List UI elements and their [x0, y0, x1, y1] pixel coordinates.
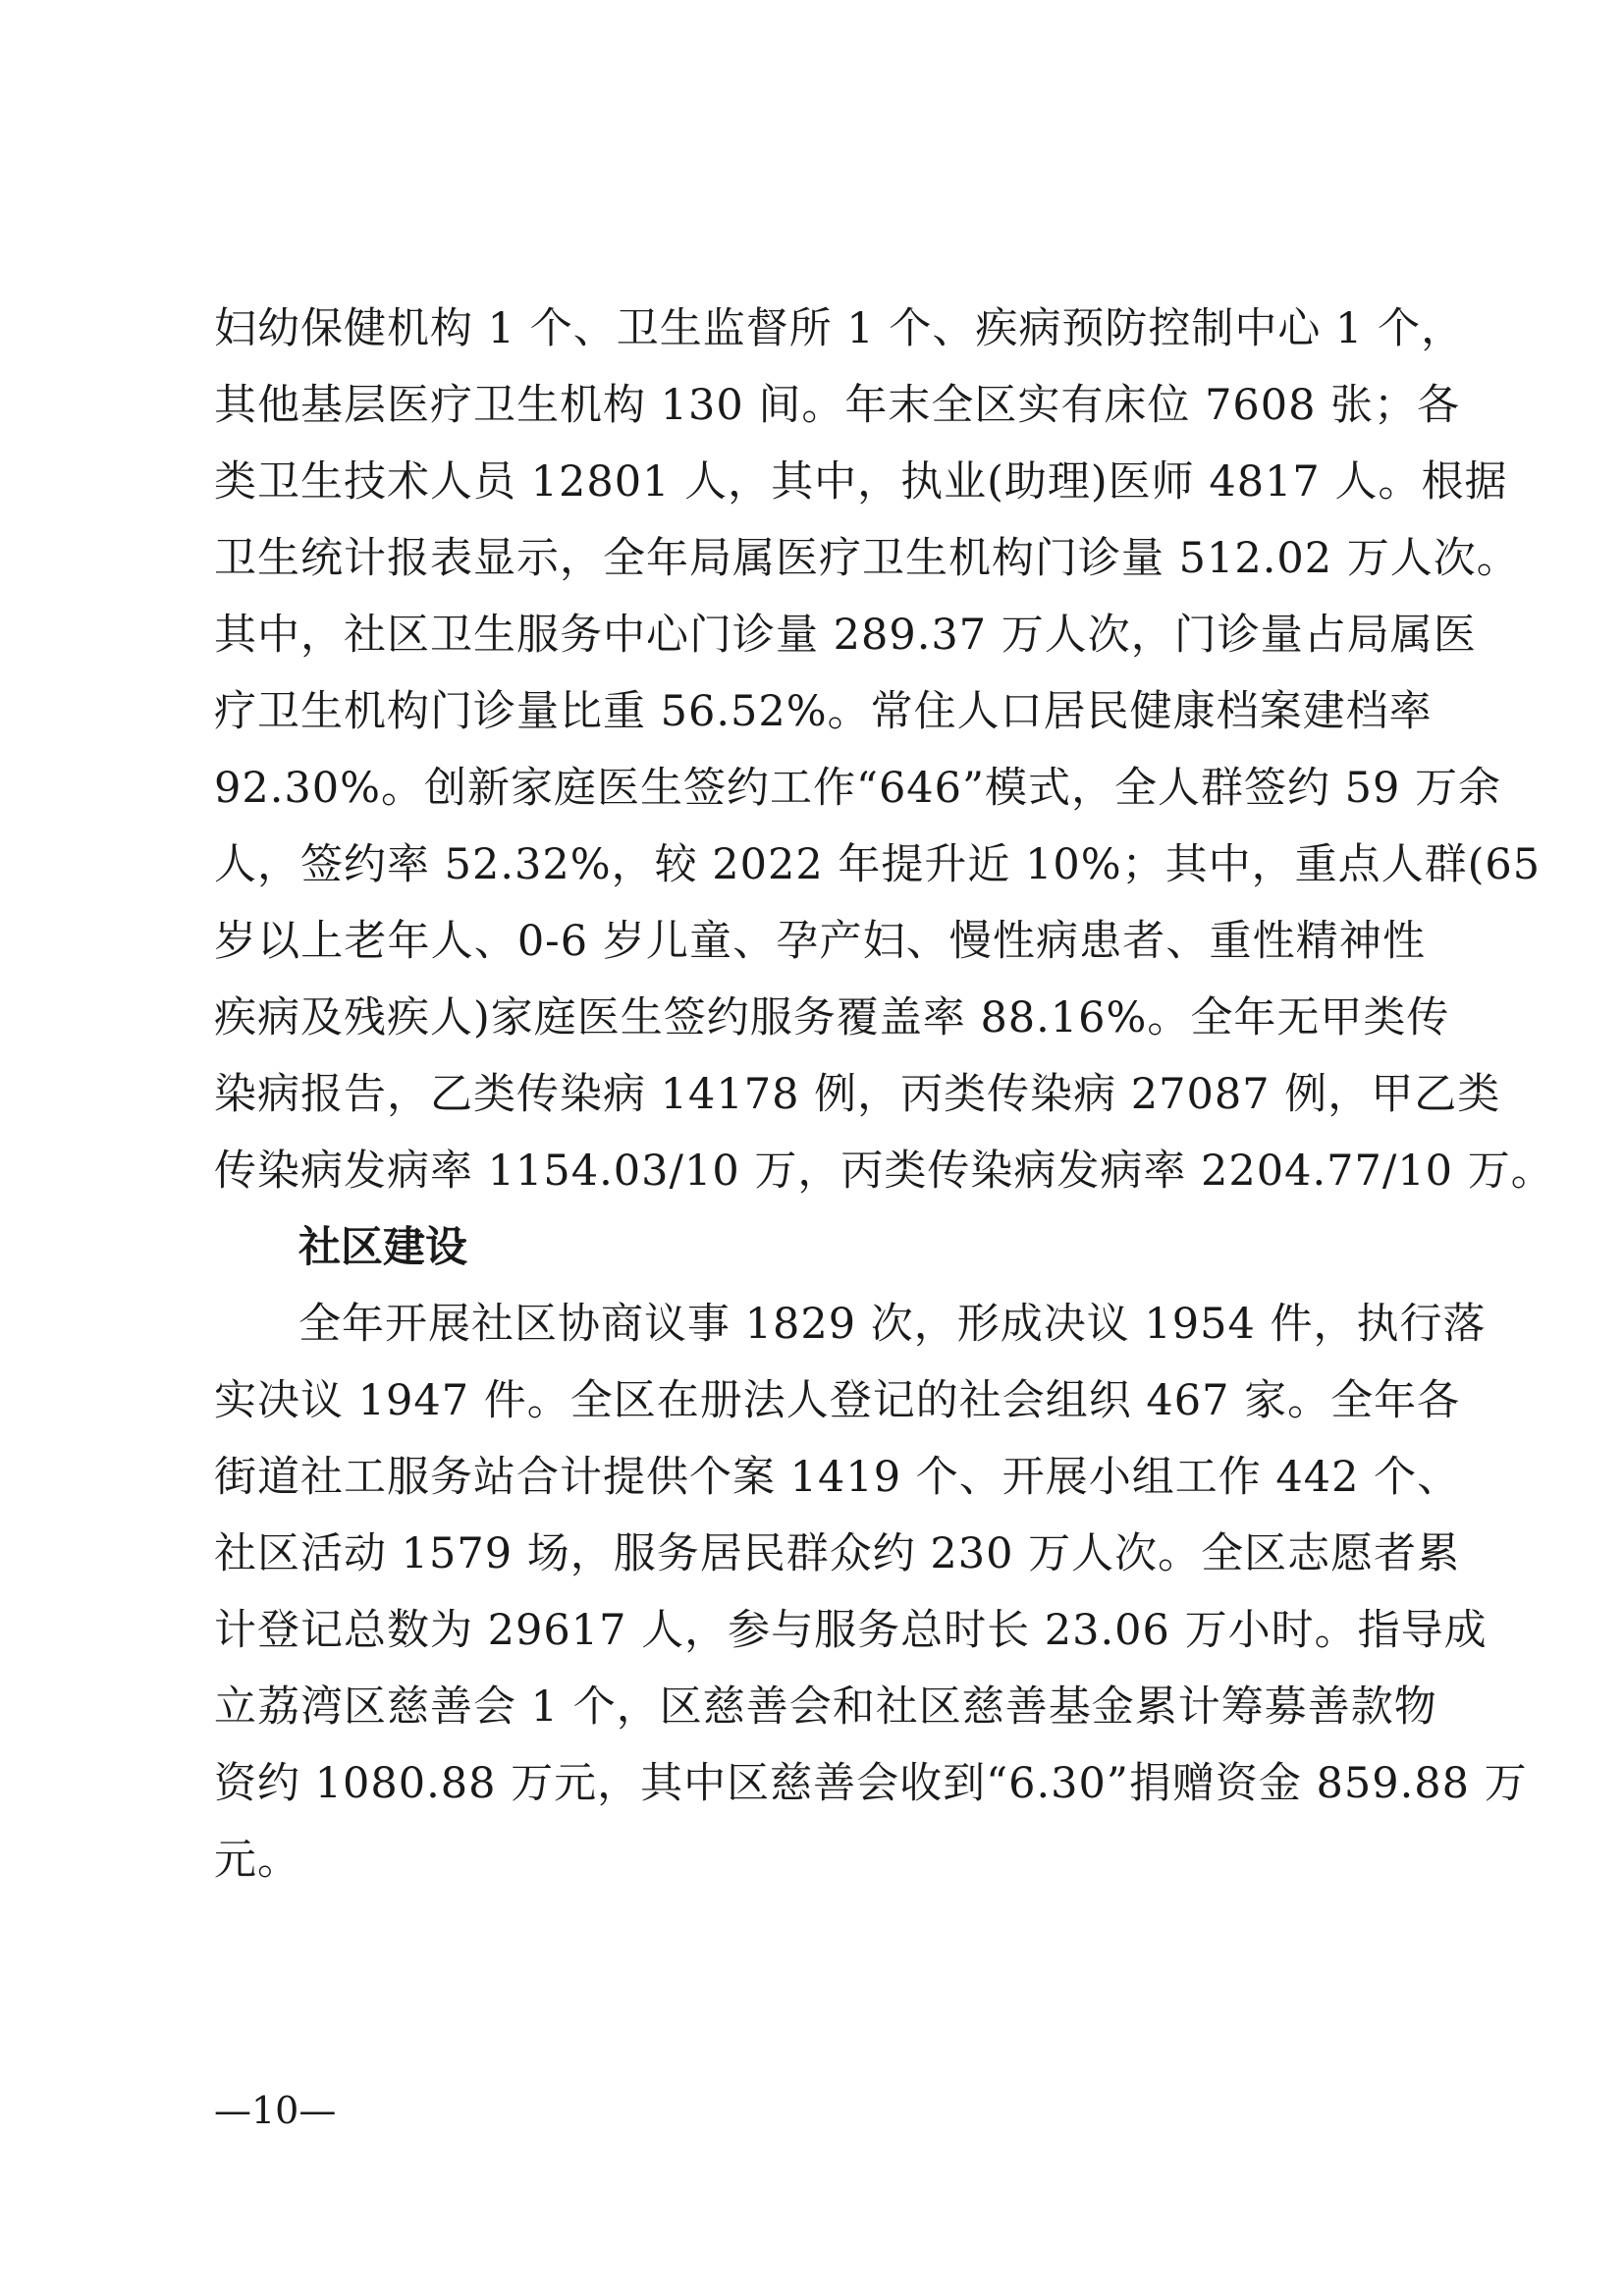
paragraph-line: 资约 1080.88 万元，其中区慈善会收到“6.30”捐赠资金 859.88 万 [214, 1759, 1528, 1808]
paragraph-line: 卫生统计报表显示，全年局属医疗卫生机构门诊量 512.02 万人次。 [214, 534, 1520, 583]
paragraph-line: 人，签约率 52.32%，较 2022 年提升近 10%；其中，重点人群(65 [214, 840, 1542, 889]
document-body [214, 291, 1554, 1898]
paragraph-line: 92.30%。创新家庭医生签约工作“646”模式，全人群签约 59 万余 [214, 764, 1502, 813]
paragraph-line: 其他基层医疗卫生机构 130 间。年末全区实有床位 7608 张；各 [214, 381, 1461, 430]
paragraph-line: 全年开展社区协商议事 1829 次，形成决议 1954 件，执行落 [298, 1300, 1487, 1349]
paragraph-line: 实决议 1947 件。全区在册法人登记的社会组织 467 家。全年各 [214, 1376, 1461, 1425]
paragraph-line: 染病报告，乙类传染病 14178 例，丙类传染病 27087 例，甲乙类 [214, 1070, 1501, 1119]
paragraph-line: 其中，社区卫生服务中心门诊量 289.37 万人次，门诊量占局属医 [214, 611, 1477, 660]
paragraph-line: 立荔湾区慈善会 1 个，区慈善会和社区慈善基金累计筹募善款物 [214, 1682, 1437, 1732]
paragraph-line: 计登记总数为 29617 人，参与服务总时长 23.06 万小时。指导成 [214, 1606, 1488, 1655]
paragraph-line: 岁以上老年人、0-6 岁儿童、孕产妇、慢性病患者、重性精神性 [214, 917, 1426, 966]
paragraph-line: 疾病及残疾人)家庭医生签约服务覆盖率 88.16%。全年无甲类传 [214, 993, 1450, 1042]
paragraph-line: 元。 [214, 1836, 300, 1885]
paragraph-line: 社区活动 1579 场，服务居民群众约 230 万人次。全区志愿者累 [214, 1529, 1461, 1578]
paragraph-line: 街道社工服务站合计提供个案 1419 个、开展小组工作 442 个、 [214, 1453, 1461, 1502]
community-building-paragraph [214, 1286, 1528, 1898]
health-statistics-paragraph [214, 291, 1554, 1209]
section-heading: 社区建设 [298, 1223, 467, 1272]
paragraph-line: 传染病发病率 1154.03/10 万，丙类传染病发病率 2204.77/10 万。 [214, 1147, 1554, 1196]
paragraph-line: 类卫生技术人员 12801 人，其中，执业(助理)医师 4817 人。根据 [214, 457, 1508, 507]
paragraph-line: 妇幼保健机构 1 个、卫生监督所 1 个、疾病预防控制中心 1 个， [214, 304, 1465, 353]
page-number: —10— [214, 2089, 337, 2132]
paragraph-line: 疗卫生机构门诊量比重 56.52%。常住人口居民健康档案建档率 [214, 687, 1433, 736]
